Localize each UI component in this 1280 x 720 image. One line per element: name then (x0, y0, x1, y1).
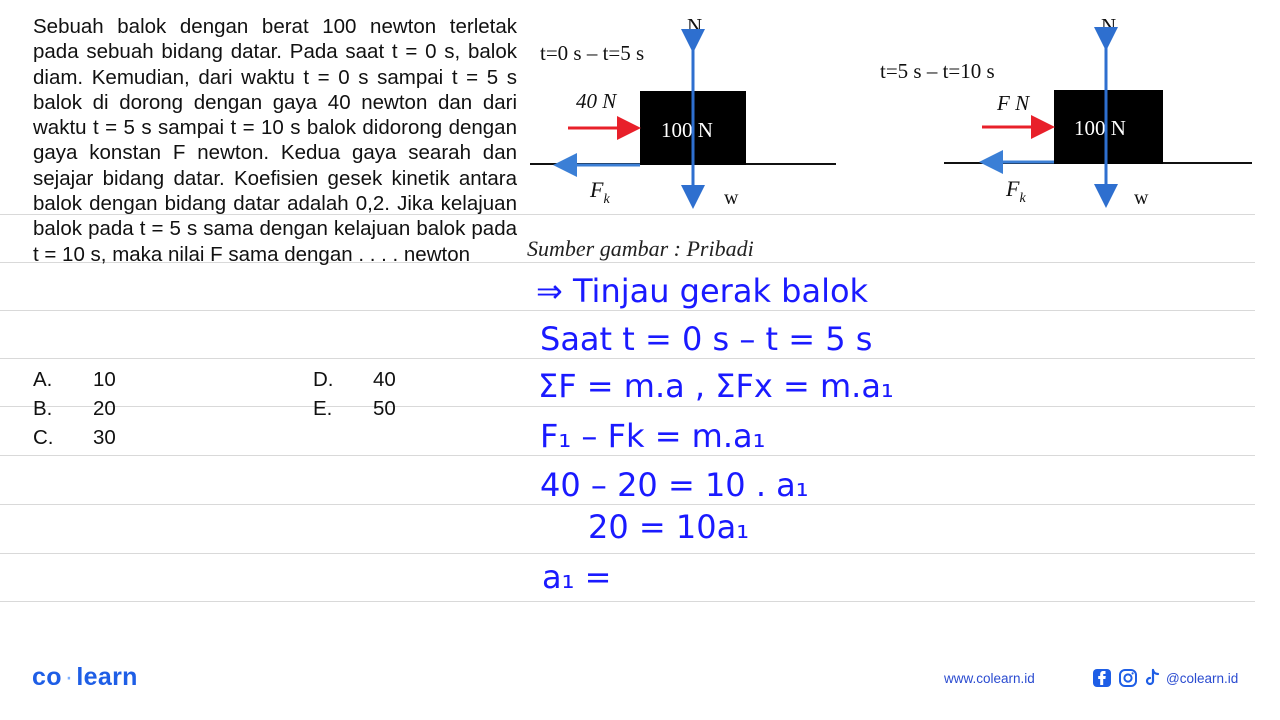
option-letter: D. (313, 368, 334, 391)
hw-line-2: Saat t = 0 s – t = 5 s (540, 320, 873, 358)
option-letter: C. (33, 426, 54, 449)
hw-line-5: 40 – 20 = 10 . a₁ (540, 466, 809, 504)
time-label: t=0 s – t=5 s (540, 41, 645, 65)
hw-line-6: 20 = 10a₁ (588, 508, 750, 546)
option-letter: B. (33, 397, 53, 420)
force-label: F N (997, 91, 1030, 115)
hw-line-1: ⇒ Tinjau gerak balok (536, 272, 869, 310)
option-value: 30 (93, 426, 116, 449)
image-source: Sumber gambar : Pribadi (527, 236, 754, 261)
option-value: 10 (93, 368, 116, 391)
option-letter: E. (313, 397, 333, 420)
option-value: 20 (93, 397, 116, 420)
normal-label: N (687, 14, 703, 38)
force-label: 40 N (576, 89, 617, 113)
weight-label: w (724, 187, 739, 209)
problem-text: Sebuah balok dengan berat 100 newton terletak pada sebuah bidang datar. Pada saat t = 0 s, balok diam. Kemudian, dari waktu t = 0 s sampai t = 5 s balok di dorong dengan gaya 40 newton dan dari waktu t = 5 s sampai t = 10 s balok didorong dengan gaya konstan F newton. Kedua gaya searah dan sejajar bidang datar. Koefisien gesek kinetik antara balok dengan bidang datar adalah 0,2. Jika kelajuan balok pada t = 5 s sama dengan kelajuan balok pada t = 10 s, maka nilai F sama dengan . . . . newton (33, 15, 517, 266)
option-value: 40 (373, 368, 396, 391)
website-link[interactable]: www.colearn.id (944, 671, 1035, 686)
normal-label: N (1101, 14, 1117, 38)
social-handle[interactable]: @colearn.id (1166, 671, 1239, 686)
instagram-icon[interactable] (1118, 668, 1138, 688)
rule-line (0, 601, 1255, 602)
block-label: 100 N (661, 118, 713, 142)
tiktok-icon[interactable] (1144, 668, 1162, 688)
friction-label: $F_k$ (1006, 176, 1026, 206)
colearn-logo[interactable]: co · learn (32, 663, 138, 691)
facebook-icon[interactable] (1092, 668, 1112, 688)
weight-label: w (1134, 187, 1149, 209)
option-letter: A. (33, 368, 53, 391)
option-value: 50 (373, 397, 396, 420)
block-label: 100 N (1074, 116, 1126, 140)
hw-line-4: F₁ – Fk = m.a₁ (540, 417, 766, 455)
time-label: t=5 s – t=10 s (880, 59, 995, 83)
friction-label: $F_k$ (590, 177, 610, 207)
hw-line-3: ΣF = m.a , ΣFx = m.a₁ (538, 367, 894, 405)
hw-line-7: a₁ = (542, 558, 612, 596)
